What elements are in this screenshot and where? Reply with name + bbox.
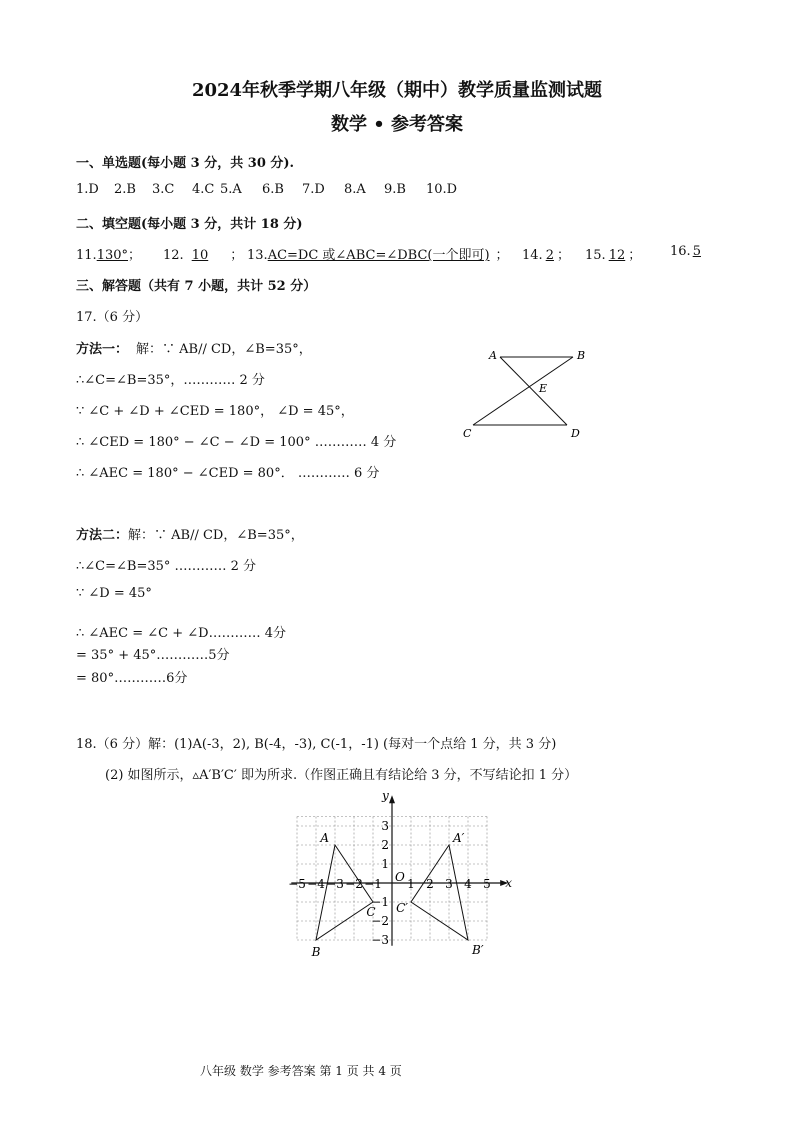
point-label-b: B [577,349,586,362]
page-footer: 八年级 数学 参考答案 第 1 页 共 4 页 [200,1064,402,1078]
mcq-answer: 5.A [220,182,242,197]
method1-line4: ∴ ∠CED = 180° − ∠C − ∠D = 100° ………… 4 分 [76,435,397,450]
mcq-answer: 7.D [302,182,325,197]
answer-value: 130° [96,248,129,263]
page-subtitle: 数学 • 参考答案 [330,114,464,135]
method1-line1 [76,338,312,357]
answer-value: 2 [545,248,554,263]
answer-value: 5 [692,244,701,259]
point-label-d: D [571,427,580,440]
mcq-answer: 3.C [152,182,175,197]
separator: ； [495,248,509,263]
x-tick-label: 5 [483,877,491,891]
x-tick-label: 2 [426,877,434,891]
x-tick-label: 4 [464,877,472,891]
figure-17 [455,345,595,445]
vertex-label: C′ [396,901,408,915]
vertex-label: B [311,945,321,959]
vertex-label: A [320,831,329,845]
method2-line1 [76,524,304,543]
mcq-answer: 6.B [262,182,284,197]
question-number: 15. [585,248,606,263]
fill-answer-15 [585,244,641,263]
y-tick-label: 1 [381,857,389,871]
question-number: 11. [76,248,97,263]
y-tick-label: 2 [381,838,389,852]
mcq-answers [76,182,457,197]
answer-value: 12 [608,248,626,263]
fill-answer-13 [247,244,509,263]
q18-line1: 18.（6 分）解：(1)A(-3，2), B(-4，-3), C(-1，-1) (每对一个点给 1 分，共 3 分) [76,737,557,752]
vertex-label: B′ [472,943,484,957]
point-label-e: E [539,382,548,395]
method2-label: 方法二： [76,528,129,543]
separator: ； [628,248,642,263]
point-label-c: C [463,427,472,440]
mcq-answer: 9.B [384,182,406,197]
method2-line3: ∵ ∠D = 45° [76,586,152,601]
section1-heading: 一、单选题(每小题 3 分，共 30 分). [76,156,295,171]
triangle-a-prime-b-prime-c-prime [411,845,468,940]
method1-text: 解：∵ AB// CD，∠B=35°， [136,342,312,357]
method1-line2: ∴∠C=∠B=35°，………… 2 分 [76,373,265,388]
figure-18-coordinate-plane [280,788,520,959]
x-tick-label: −5 [288,877,306,891]
method2-line4: ∴ ∠AEC = ∠C + ∠D………… 4分 [76,626,286,641]
method2-text: 解：∵ AB// CD，∠B=35°， [128,528,304,543]
method1-line5: ∴ ∠AEC = 180° − ∠CED = 80°． ………… 6 分 [76,466,380,481]
section2-heading: 二、填空题(每小题 3 分，共计 18 分) [76,217,303,232]
vertex-label: C [366,905,376,919]
page-title: 2024年秋季学期八年级（期中）教学质量监测试题 [191,80,603,101]
x-tick-label: −4 [307,877,325,891]
point-label-a: A [489,349,497,362]
question-number: 16. [670,244,691,259]
method2-line6: = 80°…………6分 [76,671,188,686]
method2-line2: ∴∠C=∠B=35° ………… 2 分 [76,559,257,574]
separator: ； [128,248,142,263]
answer-value: 10 [191,248,209,263]
fill-answer-16 [670,244,713,259]
tick-labels [288,788,512,947]
question-number: 14. [522,248,543,263]
mcq-answer: 4.C [192,182,215,197]
q18-line2: (2) 如图所示，▵A′B′C′ 即为所求.（作图正确且有结论给 3 分，不写结论扣 1 分） [105,768,578,783]
x-axis-label: x [505,876,512,890]
x-tick-label: 1 [407,877,415,891]
x-tick-label: −3 [326,877,344,891]
mcq-answer: 10.D [426,182,458,197]
segment-BC [473,357,573,425]
origin-label: O [395,870,405,884]
q17-title: 17.（6 分） [76,310,149,325]
separator: ； [556,248,570,263]
vertex-label: A′ [453,831,465,845]
x-tick-label: −2 [345,877,363,891]
fill-answer-14 [522,244,570,263]
triangle-abc [316,845,376,940]
method1-line3: ∵ ∠C + ∠D + ∠CED = 180°， ∠D = 45°， [76,404,354,419]
y-axis-arrow-icon [389,795,395,803]
x-tick-label: −1 [364,877,382,891]
y-tick-label: −2 [371,914,389,928]
mcq-answer: 2.B [114,182,136,197]
mcq-answer: 1.D [76,182,99,197]
y-tick-label: −1 [371,895,389,909]
mcq-answer: 8.A [344,182,366,197]
question-number: 12. [163,248,184,263]
x-tick-label: 3 [445,877,453,891]
question-number: 13. [247,248,268,263]
section3-heading: 三、解答题（共有 7 小题，共计 52 分） [76,279,317,294]
y-tick-label: −3 [371,933,389,947]
method2-line5: = 35° + 45°…………5分 [76,648,230,663]
fill-answer-11 [76,244,141,263]
y-axis-label: y [382,788,389,803]
answer-value: AC=DC 或∠ABC=∠DBC(一个即可) [267,248,490,263]
method1-label: 方法一： [76,342,129,357]
separator: ； [230,248,244,263]
segment-AD [500,357,567,425]
y-tick-label: 3 [381,819,389,833]
fill-answer-12 [163,244,243,263]
